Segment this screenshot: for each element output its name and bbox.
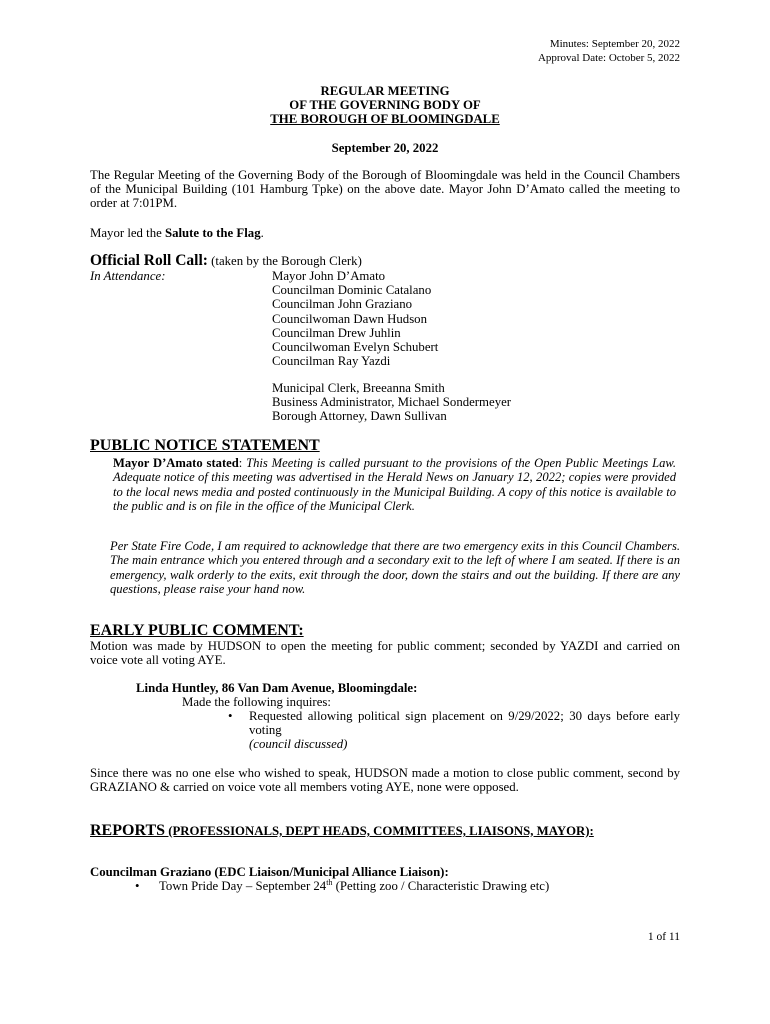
staff-list	[272, 381, 511, 424]
reports-heading-sub: (PROFESSIONALS, DEPT HEADS, COMMITTEES, LIAISONS, MAYOR):	[165, 824, 594, 838]
staff-member: Business Administrator, Michael Sondermeyer	[272, 395, 512, 410]
title-line-3: THE BOROUGH OF BLOOMINGDALE	[270, 112, 500, 126]
title-line-2: OF THE GOVERNING BODY OF	[289, 98, 481, 112]
staff-member: Municipal Clerk, Breeanna Smith	[272, 381, 445, 395]
document-title	[90, 84, 680, 126]
inquiry-content	[249, 709, 680, 752]
roll-call-note: (taken by the Borough Clerk)	[207, 254, 362, 268]
inquiry-text: Requested allowing political sign placement on 9/29/2022; 30 days before early voting	[249, 709, 680, 738]
title-line-1: REGULAR MEETING	[320, 84, 450, 98]
attendance-list	[272, 269, 438, 368]
bullet-glyph: •	[228, 709, 233, 723]
notice-colon: :	[238, 456, 247, 470]
minutes-header	[538, 38, 680, 65]
public-speaker: Linda Huntley, 86 Van Dam Avenue, Bloomingdale:	[136, 681, 418, 695]
reports-heading	[90, 822, 680, 840]
salute-bold: Salute to the Flag	[164, 226, 261, 240]
graziano-report-heading: Councilman Graziano (EDC Liaison/Municipal Alliance Liaison):	[90, 865, 449, 879]
notice-text: This Meeting is called pursuant to the provisions of the Open Public Meetings Law. Adequate notice of this meeting was advertised in the Herald News on January 12, 2022; copies were provided to the local news media and posted continuously in the Municipal Building. A copy of this notice is available to the public and is on file in the office of the Municipal Clerk.	[113, 456, 676, 513]
report-item-pre: Town Pride Day – September 24	[159, 879, 327, 893]
reports-heading-main: REPORTS	[90, 822, 166, 839]
attendance-label: In Attendance:	[90, 269, 166, 283]
attendee: Councilman Dominic Catalano	[272, 283, 432, 298]
salute-paragraph	[90, 226, 680, 240]
approval-date-line: Approval Date: October 5, 2022	[537, 51, 680, 64]
roll-call-heading	[90, 254, 362, 268]
attendee: Councilwoman Evelyn Schubert	[272, 340, 439, 355]
staff-member: Borough Attorney, Dawn Sullivan	[272, 409, 447, 424]
motion-close-paragraph: Since there was no one else who wished to speak, HUDSON made a motion to close public comment, second by GRAZIANO & carried on voice vote all members voting AYE, none were opposed.	[90, 766, 680, 795]
public-notice-heading: PUBLIC NOTICE STATEMENT	[90, 437, 320, 454]
attendee: Councilwoman Dawn Hudson	[272, 311, 427, 326]
report-item-sup: th	[326, 878, 333, 887]
salute-prefix: Mayor led the	[90, 226, 165, 240]
attendee: Councilman Ray Yazdi	[272, 354, 391, 369]
page-number: 1 of 11	[647, 931, 680, 943]
motion-open-paragraph: Motion was made by HUDSON to open the meeting for public comment; seconded by YAZDI and carried on voice vote all voting AYE.	[90, 639, 680, 668]
report-item-text	[159, 879, 549, 893]
intro-paragraph: The Regular Meeting of the Governing Body of the Borough of Bloomingdale was held in the Council Chambers of the Municipal Building (101 Hamburg Tpke) on the above date. Mayor John D’Amato called the meeting to order at 7:01PM.	[90, 168, 680, 211]
minutes-date-line: Minutes: September 20, 2022	[549, 38, 680, 50]
notice-speaker: Mayor D’Amato stated	[113, 456, 239, 470]
early-comment-heading: EARLY PUBLIC COMMENT:	[90, 622, 304, 639]
attendee: Councilman John Graziano	[272, 297, 413, 312]
fire-code-statement: Per State Fire Code, I am required to acknowledge that there are two emergency exits in this Council Chambers. The main entrance which you entered through and a secondary exit to the left of where I am seated. If there is an emergency, walk orderly to the exits, exit through the door, down the stairs and out the building. If there are any questions, please raise your hand now.	[110, 539, 680, 596]
meeting-date: September 20, 2022	[331, 141, 439, 155]
attendee: Councilman Drew Juhlin	[272, 325, 401, 340]
attendee: Mayor John D’Amato	[272, 269, 386, 283]
report-item-post: (Petting zoo / Characteristic Drawing etc)	[332, 879, 550, 893]
inquiries-intro: Made the following inquires:	[182, 695, 331, 709]
bullet-glyph: •	[135, 879, 140, 893]
roll-call-title: Official Roll Call:	[90, 252, 208, 269]
salute-suffix: .	[260, 226, 264, 240]
public-notice-statement	[113, 456, 676, 513]
inquiry-note: (council discussed)	[249, 737, 348, 752]
